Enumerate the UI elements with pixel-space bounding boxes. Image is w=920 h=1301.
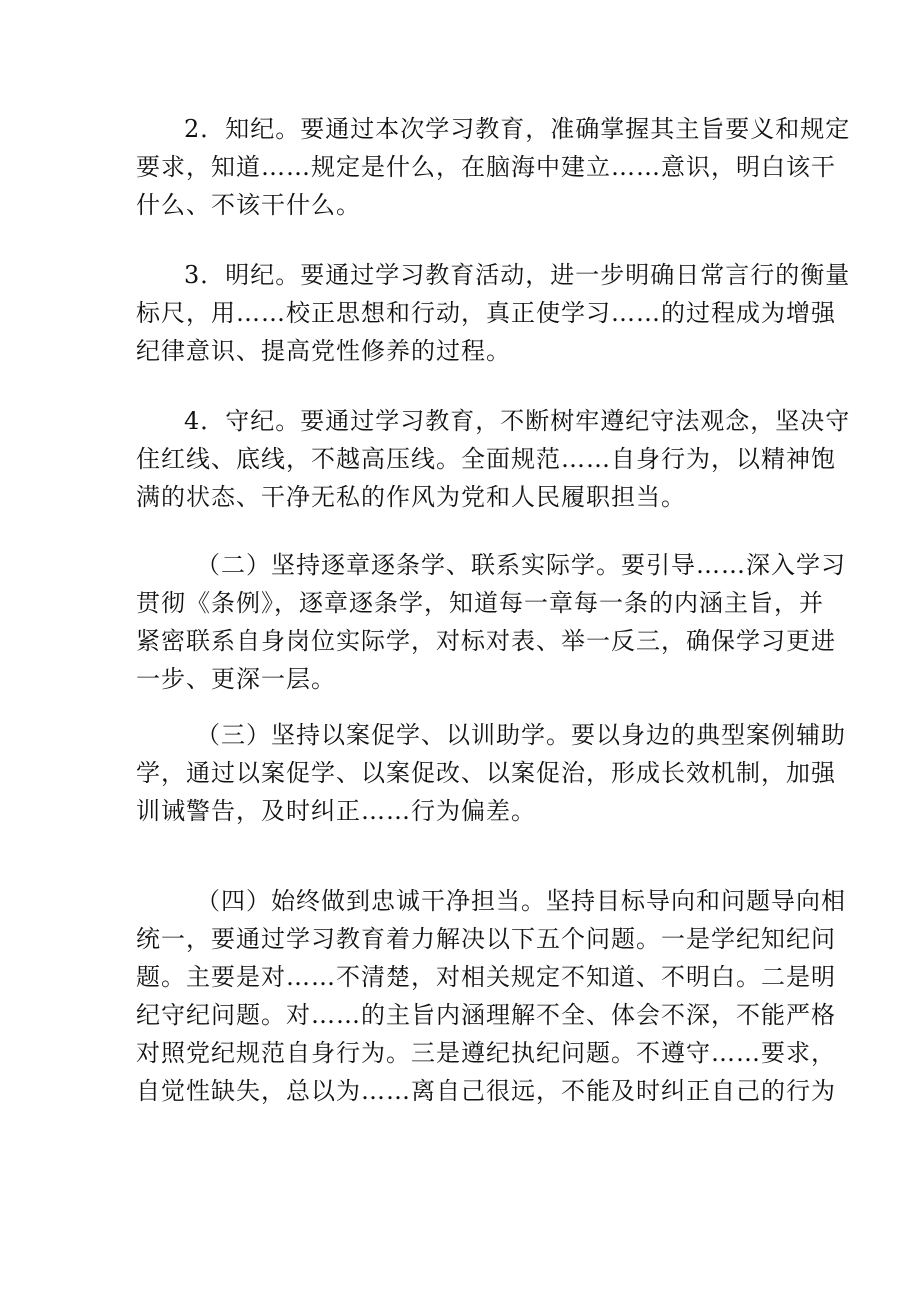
text-line: （四）始终做到忠诚干净担当。坚持目标导向和问题导向相	[196, 887, 846, 915]
text-line: 贯彻《条例》，逐章逐条学，知道每一章每一条的内涵主旨，并	[136, 589, 824, 617]
text-line: 题。主要是对……不清楚，对相关规定不知道、不明白。二是明	[136, 963, 836, 991]
text-line: （三）坚持以案促学、以训助学。要以身边的典型案例辅助	[196, 721, 846, 749]
text-line: 训诫警告，及时纠正……行为偏差。	[136, 797, 536, 825]
text-line: （二）坚持逐章逐条学、联系实际学。要引导……深入学习	[196, 551, 846, 579]
text-line: 标尺，用……校正思想和行动，真正使学习……的过程成为增强	[136, 299, 836, 327]
text-line: 4．守纪。要通过学习教育，不断树牢遵纪守法观念，坚决守	[184, 407, 851, 435]
text-line: 学，通过以案促学、以案促改、以案促治，形成长效机制，加强	[136, 759, 836, 787]
text-line: 自觉性缺失，总以为……离自己很远，不能及时纠正自己的行为	[136, 1077, 836, 1105]
text-line: 一步、更深一层。	[136, 665, 336, 693]
text-line: 对照党纪规范自身行为。三是遵纪执纪问题。不遵守……要求，	[136, 1039, 836, 1067]
paragraph-mingji	[136, 256, 851, 370]
text-line: 满的状态、干净无私的作风为党和人民履职担当。	[136, 483, 686, 511]
text-line: 要求，知道……规定是什么，在脑海中建立……意识，明白该干	[136, 153, 836, 181]
paragraph-section-3	[136, 716, 846, 830]
paragraph-section-4	[136, 882, 846, 1110]
paragraph-zhiji	[136, 110, 851, 224]
text-line: 什么、不该干什么。	[136, 191, 361, 219]
text-line: 2．知纪。要通过本次学习教育，准确掌握其主旨要义和规定	[184, 115, 851, 143]
text-line: 紧密联系自身岗位实际学，对标对表、举一反三，确保学习更进	[136, 627, 836, 655]
text-line: 纪守纪问题。对……的主旨内涵理解不全、体会不深，不能严格	[136, 1001, 836, 1029]
text-line: 统一，要通过学习教育着力解决以下五个问题。一是学纪知纪问	[136, 925, 836, 953]
paragraph-section-2	[136, 546, 846, 698]
text-line: 纪律意识、提高党性修养的过程。	[136, 337, 511, 365]
text-line: 住红线、底线，不越高压线。全面规范……自身行为，以精神饱	[136, 445, 836, 473]
text-line: 3．明纪。要通过学习教育活动，进一步明确日常言行的衡量	[184, 261, 851, 289]
paragraph-shouji	[136, 402, 851, 516]
